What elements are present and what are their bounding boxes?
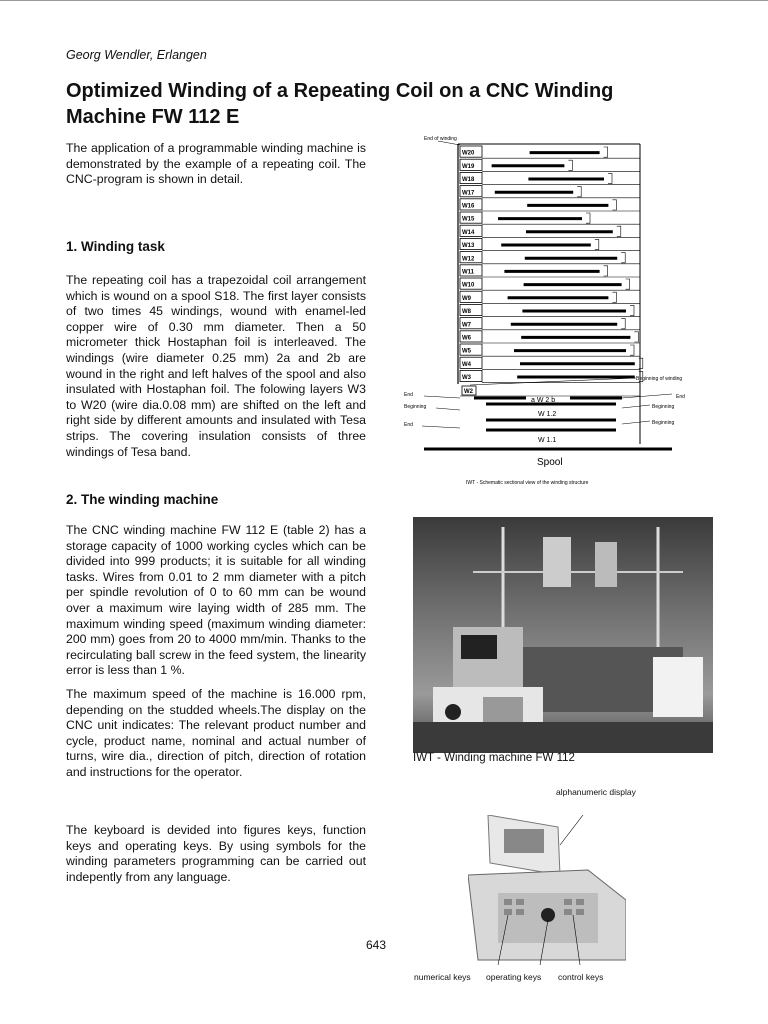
- layer-label-w11: W11: [462, 269, 475, 276]
- right-label-beginning-2: Beginning: [652, 420, 675, 426]
- layer-label-w20: W20: [462, 150, 475, 157]
- w12-label: W 1.2: [538, 411, 557, 418]
- layer-label-w4: W4: [462, 361, 471, 368]
- layer-label-w14: W14: [462, 229, 475, 236]
- layer-row-w3: [460, 370, 643, 382]
- right-label-end: End: [676, 394, 685, 400]
- layer-row-w13: [460, 238, 640, 250]
- left-label-end-2: End: [404, 422, 413, 428]
- layer-label-w5: W5: [462, 348, 471, 355]
- layer-row-w4: [460, 357, 643, 369]
- winding-machine-caption: IWT - Winding machine FW 112: [413, 752, 575, 764]
- label-operating-keys: operating keys: [486, 972, 542, 982]
- layer-label-w9: W9: [462, 295, 471, 302]
- layer-label-w3: W3: [462, 375, 471, 382]
- layer-row-w5: [460, 344, 640, 356]
- layer-row-w7: [460, 318, 640, 330]
- end-of-winding-label: End of winding: [424, 136, 457, 142]
- label-alphanumeric-display: alphanumeric display: [556, 787, 636, 797]
- diagram-caption: IWT - Schematic sectional view of the winding structure: [466, 480, 589, 486]
- section-2-heading: 2. The winding machine: [66, 492, 219, 507]
- layer-row-w11: [460, 265, 640, 277]
- layer-row-w16: [460, 199, 640, 211]
- layer-row-w9: [460, 291, 640, 303]
- control-unit-photo: [468, 815, 626, 965]
- page-number: 643: [366, 938, 387, 952]
- layer-row-w17: [460, 186, 640, 198]
- w2-label: a W 2 b: [531, 397, 556, 404]
- section-1-body: The repeating coil has a trapezoidal coil arrangement which is wound on a spool S18. The first layer consists of two times 45 windings, wound with enamel-led copper wire of 0.30 mm diameter. Then a 50 micrometer thick Hostaphan foil is interleaved. The windings (wire diameter 0.25 mm) 2a and 2b are wound in the right and left halves of the spool and also insulated with Hostaphan foil. The folowing layers W3 to W20 (wire dia.0.08 mm) are shifted on the left and right side by different amounts and insulated with Tesa strips. The covering insulation consists of three windings of Tesa band.: [66, 273, 366, 459]
- layer-row-w8: [460, 304, 640, 316]
- left-label-beginning: Beginning: [404, 404, 427, 410]
- spool-label: Spool: [537, 457, 563, 468]
- layer-label-w10: W10: [462, 282, 475, 289]
- layer-label-w19: W19: [462, 163, 475, 170]
- layer-row-w12: [460, 252, 640, 264]
- layer-row-w18: [460, 172, 640, 184]
- layer-label-w8: W8: [462, 309, 471, 316]
- label-numerical-keys: numerical keys: [414, 972, 471, 982]
- layer-label-w7: W7: [462, 322, 471, 329]
- layer-row-w20: [460, 146, 640, 158]
- layer-row-w10: [460, 278, 640, 290]
- layer-row-w6: [460, 331, 640, 343]
- layer-label-w6: W6: [462, 335, 471, 342]
- section-2-para-3: The keyboard is devided into figures keys, function keys and operating keys. By using symbols for the winding parameters programming can be carried out indepently from any language.: [66, 823, 366, 884]
- layer-label-w13: W13: [462, 243, 475, 250]
- section-2-para-2: The maximum speed of the machine is 16.000 rpm, depending on the studded wheels.The display on the CNC unit indicates: The relevant product number and cycle, product name, nominal and actual number of turns, wire dia., direction of pitch, direction of rotation and instructions for the operator.: [66, 687, 366, 779]
- author-line: Georg Wendler, Erlangen: [66, 48, 207, 62]
- w11-label: W 1.1: [538, 437, 557, 444]
- layer-label-w18: W18: [462, 177, 475, 184]
- top-rule: [0, 0, 768, 1]
- layer-label-w15: W15: [462, 216, 475, 223]
- right-label-beginning-1: Beginning: [652, 404, 675, 410]
- label-control-keys: control keys: [558, 972, 604, 982]
- winding-machine-photo: [413, 517, 713, 753]
- beginning-of-winding-label: Beginning of winding: [636, 376, 683, 382]
- layer-label-w12: W12: [462, 256, 475, 263]
- layer-label-w17: W17: [462, 190, 475, 197]
- section-1-heading: 1. Winding task: [66, 239, 165, 254]
- svg-text:W2: W2: [464, 389, 473, 395]
- section-2-para-1: The CNC winding machine FW 112 E (table 2) has a storage capacity of 1000 working cycles which can be divided into 999 products; it is suitable for all winding tasks. Wires from 0.01 to 2 mm diameter with a pitch per spindle revolution of 0 to 60 mm can be wound over a maximum wire laying width of 285 mm. The maximum winding speed (maximum winding diameter: 200 mm) goes from 20 to 4000 mm/min. Thanks to the recirculating ball screw in the feed system, the linearity error is less than 1 %.: [66, 523, 366, 678]
- left-label-end-1: End: [404, 392, 413, 398]
- winding-structure-diagram: [400, 132, 700, 492]
- layer-row-w15: [460, 212, 640, 224]
- intro-paragraph: The application of a programmable winding machine is demonstrated by the example of a repeating coil. The CNC-program is shown in detail.: [66, 141, 366, 187]
- layer-row-w19: [460, 159, 640, 171]
- layer-label-w16: W16: [462, 203, 475, 210]
- paper-title: Optimized Winding of a Repeating Coil on a CNC Winding Machine FW 112 E: [66, 80, 614, 128]
- layer-row-w14: [460, 225, 640, 237]
